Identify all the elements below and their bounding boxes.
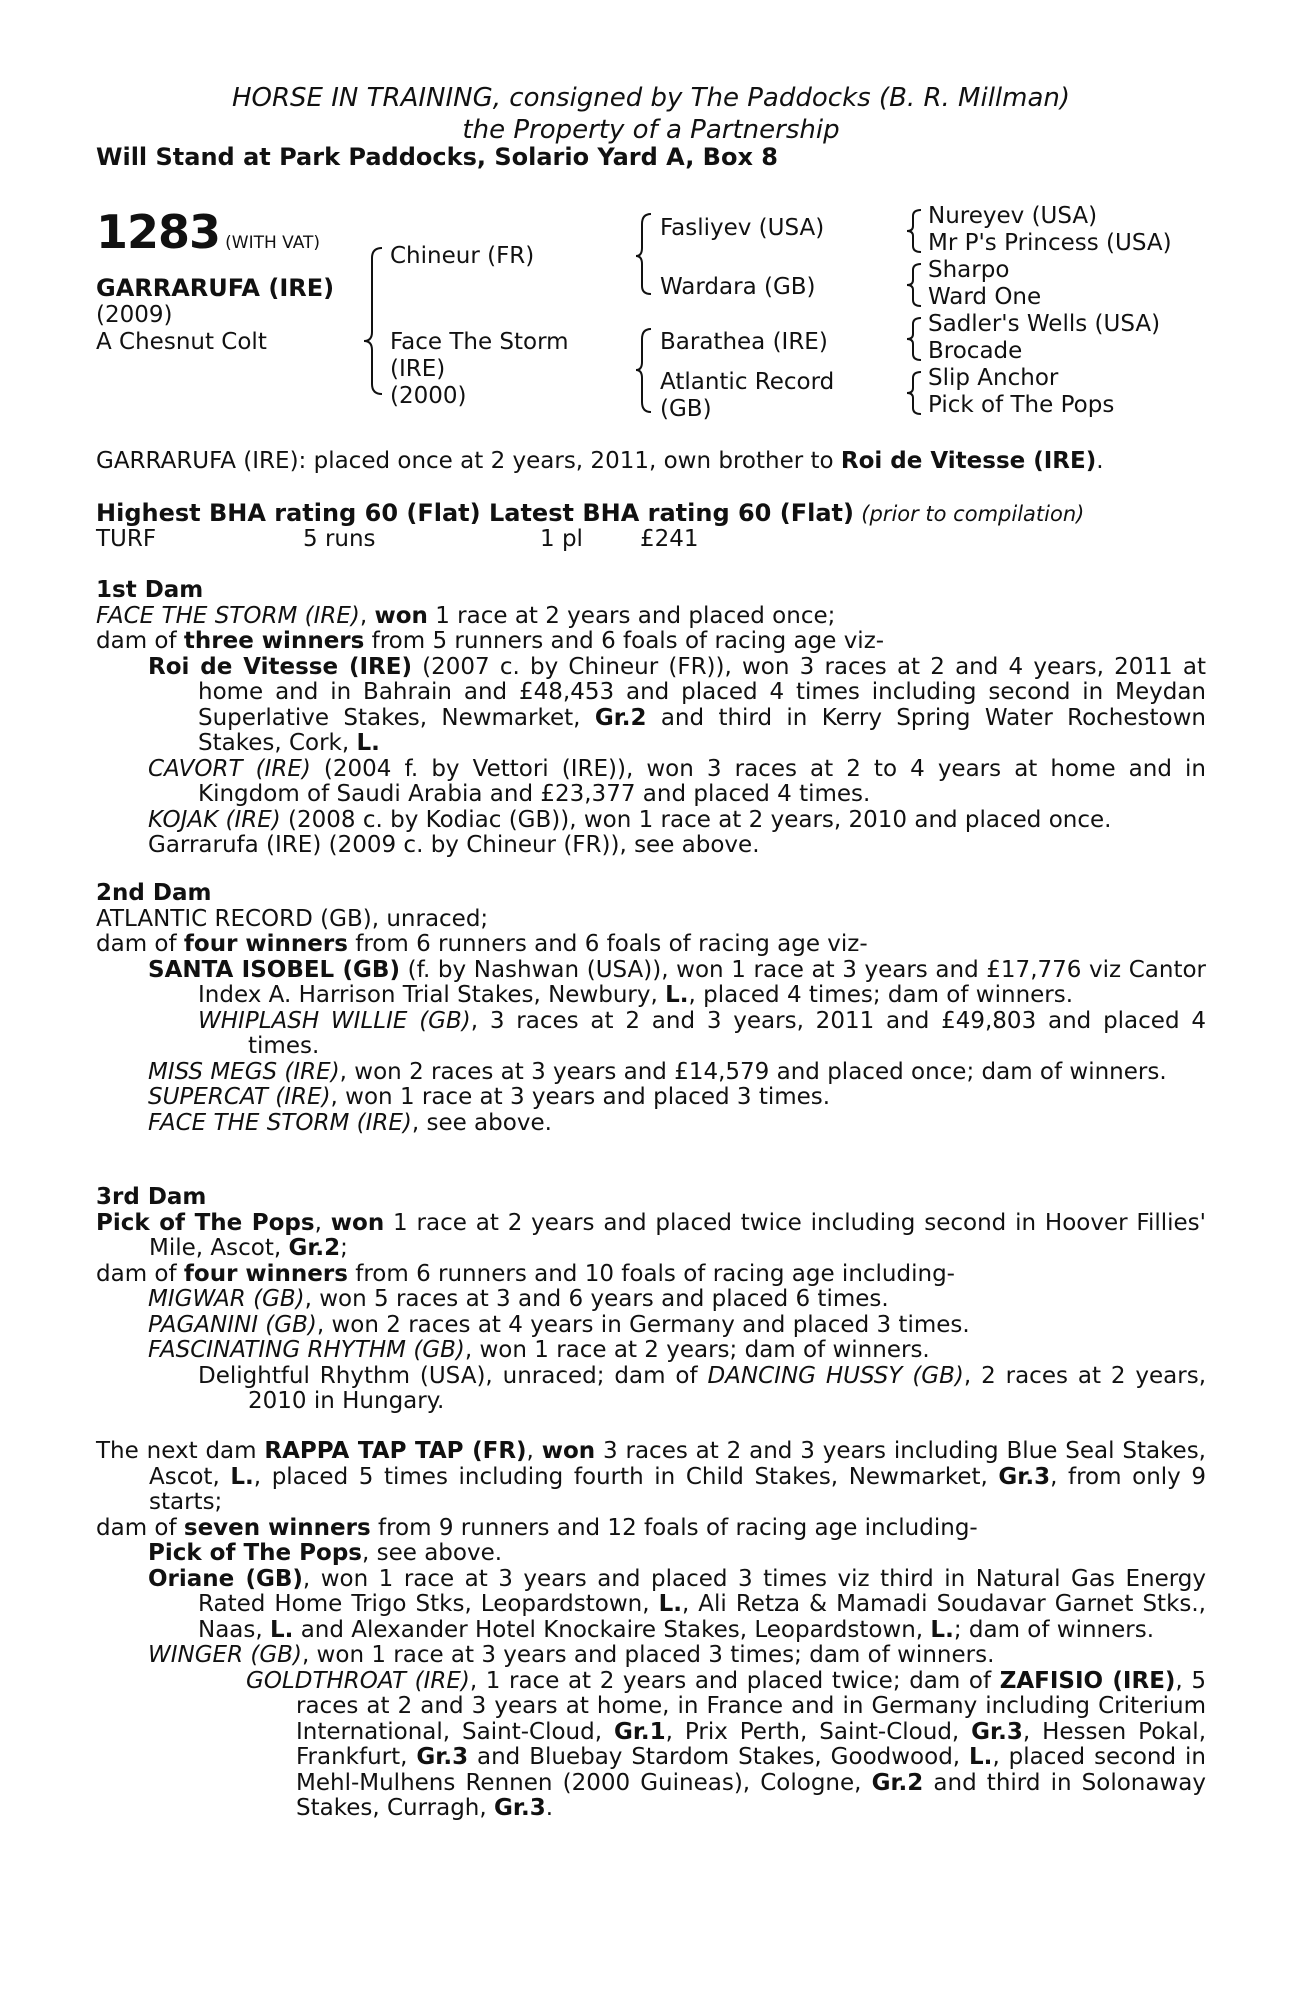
- rating-note: (prior to compilation): [861, 502, 1085, 526]
- gen3-6: Brocade: [928, 338, 1023, 364]
- dam-sire: Barathea (IRE): [660, 329, 828, 355]
- stand-location: Will Stand at Park Paddocks, Solario Yard A, Box 8: [96, 143, 778, 171]
- turf-surface: TURF: [96, 526, 157, 552]
- horse-name: GARRARUFA (IRE): [96, 274, 335, 302]
- third-dam-grandprogeny-1: Delightful Rhythm (USA), unraced; dam of DANCING HUSSY (GB), 2 races at 2 years, 2010 in Hungary.: [198, 1362, 1207, 1414]
- first-dam-produce-line: dam of three winners from 5 runners and 6 foals of racing age viz-: [96, 628, 885, 654]
- second-dam-line: ATLANTIC RECORD (GB), unraced;: [96, 905, 489, 932]
- bracket-gen3-4: [907, 372, 921, 414]
- first-dam-progeny-3: KOJAK (IRE) (2008 c. by Kodiac (GB)), won 1 race at 2 years, 2010 and placed once.: [148, 806, 1112, 833]
- gen3-2: Mr P's Princess (USA): [928, 230, 1172, 256]
- next-dam-section: [96, 1439, 1206, 1822]
- sire: Chineur (FR): [390, 243, 535, 269]
- horse-description: A Chesnut Colt: [96, 329, 267, 355]
- pedigree-brackets: [0, 0, 1314, 440]
- dam-dam-line-2: (GB): [660, 396, 712, 422]
- turf-runs: 5 runs: [303, 526, 376, 552]
- lot-number: 1283: [96, 205, 221, 259]
- first-dam-progeny-2: CAVORT (IRE) (2004 f. by Vettori (IRE)), won 3 races at 2 to 4 years at home and in Kingdom of Saudi Arabia and £23,377 and placed 4 times.: [148, 755, 1206, 807]
- gen3-5: Sadler's Wells (USA): [928, 311, 1161, 337]
- second-dam-grandprogeny-1: WHIPLASH WILLIE (GB), 3 races at 2 and 3 years, 2011 and £49,803 and placed 4 times.: [198, 1007, 1206, 1059]
- next-dam-progeny-1: Pick of The Pops, see above.: [148, 1540, 503, 1566]
- second-dam-progeny-1: SANTA ISOBEL (GB) (f. by Nashwan (USA)), won 1 race at 3 years and £17,776 viz Cantor Index A. Harrison Trial Stakes, Newbury, L., placed 4 times; dam of winners.: [148, 956, 1206, 1008]
- property-line: the Property of a Partnership: [462, 115, 840, 145]
- sire-sire: Fasliyev (USA): [660, 215, 825, 241]
- first-dam-progeny-1: Roi de Vitesse (IRE) (2007 c. by Chineur (FR)), won 3 races at 2 and 4 years, 2011 at home and in Bahrain and £48,453 and placed 4 times including second in Meydan Superlative Stakes, Newmarket, Gr.2 and third in Kerry Spring Water Rochestown Stakes, Cork, L.: [148, 653, 1206, 756]
- turf-placed: 1 pl: [540, 526, 583, 552]
- second-dam-produce-line: dam of four winners from 6 runners and 6 foals of racing age viz-: [96, 931, 868, 957]
- bracket-gen2-dam: [636, 329, 651, 412]
- turf-prize: £241: [640, 526, 699, 552]
- bracket-gen3-2: [907, 264, 921, 306]
- summary-line: GARRARUFA (IRE): placed once at 2 years, 2011, own brother to Roi de Vitesse (IRE).: [96, 448, 1104, 474]
- bracket-gen3-1: [907, 210, 921, 252]
- gen3-3: Sharpo: [928, 257, 1010, 283]
- third-dam-section: [96, 1185, 1206, 1415]
- foaling-year: (2009): [96, 302, 173, 328]
- rating-line: [96, 501, 1206, 528]
- gen3-4: Ward One: [928, 284, 1042, 310]
- bracket-gen2-sire: [636, 214, 651, 294]
- bracket-gen3-3: [907, 318, 921, 360]
- dam-line-2: (IRE): [390, 356, 446, 382]
- second-dam-section: [96, 881, 1206, 1136]
- vat-note: (WITH VAT): [225, 233, 321, 253]
- gen3-1: Nureyev (USA): [928, 203, 1098, 229]
- second-dam-progeny-4: FACE THE STORM (IRE), see above.: [148, 1109, 552, 1136]
- bracket-gen1: [364, 248, 382, 394]
- dam-line-3: (2000): [390, 383, 467, 409]
- third-dam-progeny-1: MIGWAR (GB), won 5 races at 3 and 6 years and placed 6 times.: [148, 1286, 889, 1312]
- first-dam-progeny-4: Garrarufa (IRE) (2009 c. by Chineur (FR)), see above.: [148, 832, 760, 858]
- second-dam-title: 2nd Dam: [96, 880, 212, 906]
- second-dam-progeny-2: MISS MEGS (IRE), won 2 races at 3 years and £14,579 and placed once; dam of winners.: [148, 1058, 1167, 1085]
- third-dam-line: Pick of The Pops, won 1 race at 2 years and placed twice including second in Hoover Fillies' Mile, Ascot, Gr.2;: [96, 1209, 1206, 1261]
- first-dam-title: 1st Dam: [96, 577, 204, 603]
- sire-dam: Wardara (GB): [660, 274, 816, 300]
- third-dam-progeny-2: PAGANINI (GB), won 2 races at 4 years in Germany and placed 3 times.: [148, 1311, 970, 1338]
- brother-name: Roi de Vitesse (IRE): [840, 448, 1097, 474]
- gen3-8: Pick of The Pops: [928, 392, 1115, 418]
- first-dam-line: FACE THE STORM (IRE), won 1 race at 2 years and placed once;: [96, 602, 836, 629]
- third-dam-progeny-3: FASCINATING RHYTHM (GB), won 1 race at 2 years; dam of winners.: [148, 1337, 930, 1363]
- second-dam-progeny-3: SUPERCAT (IRE), won 1 race at 3 years and placed 3 times.: [148, 1084, 831, 1110]
- third-dam-produce-line: dam of four winners from 6 runners and 10 foals of racing age including-: [96, 1260, 955, 1287]
- next-dam-progeny-3: WINGER (GB), won 1 race at 3 years and placed 3 times; dam of winners.: [148, 1642, 995, 1668]
- dam-line-1: Face The Storm: [390, 329, 569, 355]
- next-dam-progeny-2: Oriane (GB), won 1 race at 3 years and placed 3 times viz third in Natural Gas Energy Rated Home Trigo Stks, Leopardstown, L., Ali Retza & Mamadi Soudavar Garnet Stks., Naas, L. and Alexander Hotel Knockaire Stakes, Leopardstown, L.; dam of winners.: [148, 1565, 1206, 1643]
- bha-rating: Highest BHA rating 60 (Flat) Latest BHA rating 60 (Flat): [96, 499, 854, 527]
- first-dam-section: [96, 578, 1206, 859]
- third-dam-title: 3rd Dam: [96, 1184, 207, 1210]
- next-dam-line: The next dam RAPPA TAP TAP (FR), won 3 races at 2 and 3 years including Blue Seal Stakes, Ascot, L., placed 5 times including fourth in Child Stakes, Newmarket, Gr.3, from only 9 starts;: [96, 1438, 1207, 1515]
- next-dam-grandprogeny-1: GOLDTHROAT (IRE), 1 race at 2 years and placed twice; dam of ZAFISIO (IRE), 5 races at 2 and 3 years at home, in France and in Germany including Criterium International, Saint-Cloud, Gr.1, Prix Perth, Saint-Cloud, Gr.3, Hessen Pokal, Frankfurt, Gr.3 and Bluebay Stardom Stakes, Goodwood, L., placed second in Mehl-Mulhens Rennen (2000 Guineas), Cologne, Gr.2 and third in Solonaway Stakes, Curragh, Gr.3.: [246, 1667, 1207, 1821]
- consignor-line: HORSE IN TRAINING, consigned by The Paddocks (B. R. Millman): [231, 83, 1071, 113]
- dam-dam-line-1: Atlantic Record: [660, 369, 835, 395]
- gen3-7: Slip Anchor: [928, 365, 1059, 391]
- next-dam-produce-line: dam of seven winners from 9 runners and 12 foals of racing age including-: [96, 1514, 978, 1541]
